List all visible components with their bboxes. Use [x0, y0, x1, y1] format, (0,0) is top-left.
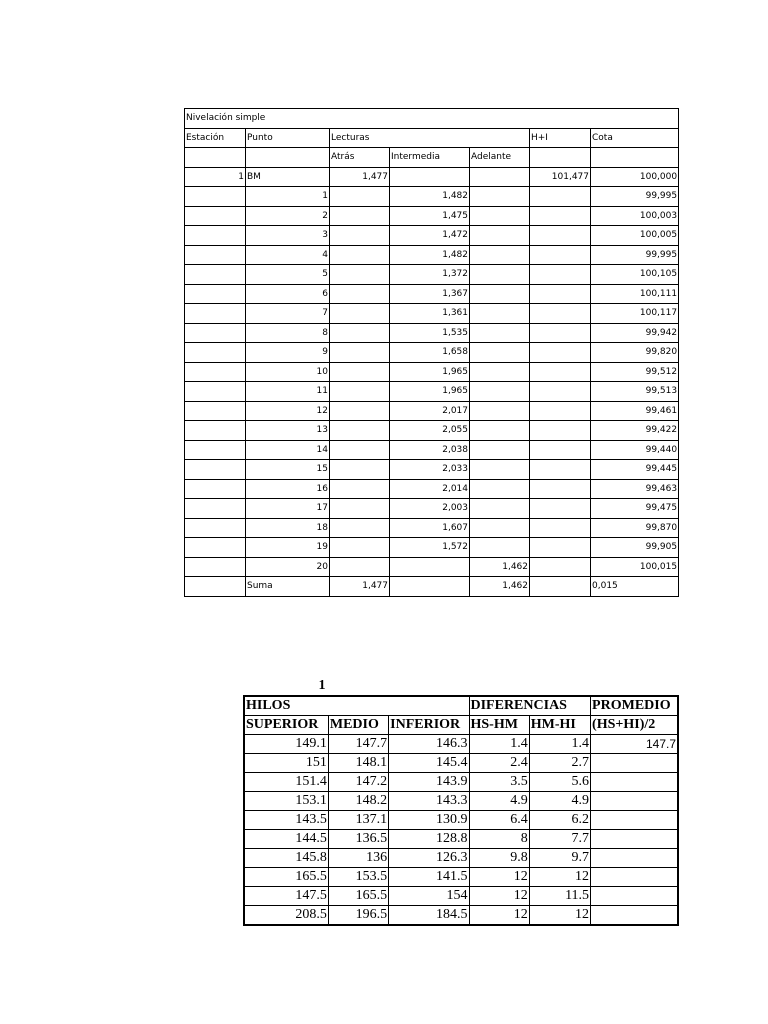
cell-medio: 196.5 — [328, 906, 388, 926]
cell-average — [591, 811, 678, 830]
cell-hs-hm: 2.4 — [469, 754, 529, 773]
cell-intermediate: 1,965 — [390, 362, 470, 382]
cell-inferior: 145.4 — [389, 754, 469, 773]
cell-intermediate: 1,361 — [390, 304, 470, 324]
cell-back — [330, 421, 390, 441]
cell-back — [330, 538, 390, 558]
cell-intermediate: 1,658 — [390, 343, 470, 363]
cell-medio: 147.2 — [328, 773, 388, 792]
cell-back — [330, 265, 390, 285]
cell-back — [330, 187, 390, 207]
cell-superior: 165.5 — [244, 868, 328, 887]
cell-medio: 136.5 — [328, 830, 388, 849]
cell-forward — [470, 479, 530, 499]
cell-back — [330, 518, 390, 538]
cell-superior: 149.1 — [244, 735, 328, 754]
cell-back — [330, 362, 390, 382]
cell-back — [330, 206, 390, 226]
stadia-table — [243, 695, 679, 926]
subheader-blank — [246, 148, 330, 168]
cell-hm-hi: 11.5 — [529, 887, 590, 906]
cell-point: 2 — [246, 206, 330, 226]
cell-elevation: 99,905 — [591, 538, 679, 558]
leveling-row — [185, 401, 679, 421]
cell-intermediate: 1,475 — [390, 206, 470, 226]
header-station: Estación — [185, 128, 246, 148]
cell-intermediate: 1,965 — [390, 382, 470, 402]
cell-back — [330, 557, 390, 577]
cell-medio: 137.1 — [328, 811, 388, 830]
cell-hs-hm: 3.5 — [469, 773, 529, 792]
leveling-row — [185, 187, 679, 207]
cell-hm-hi: 7.7 — [529, 830, 590, 849]
cell-hi — [530, 187, 591, 207]
cell-medio: 148.1 — [328, 754, 388, 773]
cell-station — [185, 401, 246, 421]
sum-label: Suma — [246, 577, 330, 597]
leveling-row — [185, 265, 679, 285]
cell-point: 19 — [246, 538, 330, 558]
cell-point: 9 — [246, 343, 330, 363]
cell-point: 17 — [246, 499, 330, 519]
cell-point: 16 — [246, 479, 330, 499]
cell-blank — [390, 577, 470, 597]
cell-average — [591, 773, 678, 792]
cell-station — [185, 265, 246, 285]
leveling-table — [184, 108, 679, 597]
cell-point: 4 — [246, 245, 330, 265]
cell-medio: 136 — [328, 849, 388, 868]
stadia-row — [244, 792, 678, 811]
cell-forward — [470, 518, 530, 538]
cell-point: 11 — [246, 382, 330, 402]
cell-intermediate — [390, 167, 470, 187]
header-avg-formula: (HS+HI)/2 — [591, 716, 678, 735]
cell-station — [185, 557, 246, 577]
cell-station: 1 — [185, 167, 246, 187]
cell-superior: 143.5 — [244, 811, 328, 830]
cell-intermediate: 1,482 — [390, 187, 470, 207]
cell-back: 1,477 — [330, 167, 390, 187]
cell-hi — [530, 362, 591, 382]
leveling-row — [185, 304, 679, 324]
stadia-subheader-row — [244, 716, 678, 735]
cell-hi — [530, 382, 591, 402]
cell-point: 5 — [246, 265, 330, 285]
cell-elevation: 100,117 — [591, 304, 679, 324]
cell-back — [330, 479, 390, 499]
cell-point: 1 — [246, 187, 330, 207]
cell-forward — [470, 499, 530, 519]
cell-back — [330, 343, 390, 363]
cell-medio: 165.5 — [328, 887, 388, 906]
cell-superior: 145.8 — [244, 849, 328, 868]
leveling-row — [185, 518, 679, 538]
cell-superior: 153.1 — [244, 792, 328, 811]
cell-station — [185, 538, 246, 558]
cell-hi — [530, 460, 591, 480]
header-medio: MEDIO — [328, 716, 388, 735]
cell-forward — [470, 284, 530, 304]
cell-hi — [530, 518, 591, 538]
stadia-table-label: 1 — [318, 678, 326, 693]
header-superior: SUPERIOR — [244, 716, 328, 735]
header-hm-hi: HM-HI — [529, 716, 590, 735]
cell-station — [185, 440, 246, 460]
cell-hi — [530, 479, 591, 499]
leveling-row — [185, 440, 679, 460]
header-hilos: HILOS — [244, 696, 469, 716]
cell-inferior: 126.3 — [389, 849, 469, 868]
cell-point: 18 — [246, 518, 330, 538]
cell-intermediate: 1,472 — [390, 226, 470, 246]
cell-intermediate: 1,372 — [390, 265, 470, 285]
header-hi: H+I — [530, 128, 591, 148]
header-back: Atrás — [330, 148, 390, 168]
stadia-row — [244, 811, 678, 830]
cell-hi: 101,477 — [530, 167, 591, 187]
cell-station — [185, 518, 246, 538]
cell-point: 7 — [246, 304, 330, 324]
subheader-blank — [185, 148, 246, 168]
leveling-sum-row — [185, 577, 679, 597]
stadia-row — [244, 754, 678, 773]
cell-medio: 153.5 — [328, 868, 388, 887]
leveling-row — [185, 538, 679, 558]
cell-inferior: 184.5 — [389, 906, 469, 926]
cell-hs-hm: 1.4 — [469, 735, 529, 754]
leveling-row — [185, 499, 679, 519]
cell-hi — [530, 421, 591, 441]
cell-hm-hi: 2.7 — [529, 754, 590, 773]
stadia-header-row — [244, 696, 678, 716]
subheader-blank — [530, 148, 591, 168]
cell-hi — [530, 499, 591, 519]
cell-average — [591, 830, 678, 849]
cell-hi — [530, 284, 591, 304]
leveling-subheader-row — [185, 148, 679, 168]
header-elevation: Cota — [591, 128, 679, 148]
cell-station — [185, 323, 246, 343]
cell-station — [185, 362, 246, 382]
cell-hi — [530, 343, 591, 363]
stadia-row — [244, 849, 678, 868]
cell-back — [330, 499, 390, 519]
leveling-title: Nivelación simple — [185, 109, 679, 129]
cell-elevation: 100,111 — [591, 284, 679, 304]
cell-forward — [470, 265, 530, 285]
leveling-title-row — [185, 109, 679, 129]
header-point: Punto — [246, 128, 330, 148]
cell-elevation: 100,015 — [591, 557, 679, 577]
cell-elevation: 100,003 — [591, 206, 679, 226]
leveling-row — [185, 167, 679, 187]
cell-elevation: 99,513 — [591, 382, 679, 402]
cell-inferior: 154 — [389, 887, 469, 906]
cell-point: 14 — [246, 440, 330, 460]
cell-hs-hm: 9.8 — [469, 849, 529, 868]
header-intermediate: Intermedia — [390, 148, 470, 168]
cell-point: 8 — [246, 323, 330, 343]
cell-average — [591, 849, 678, 868]
cell-back — [330, 323, 390, 343]
cell-back — [330, 401, 390, 421]
cell-elevation: 99,995 — [591, 245, 679, 265]
cell-station — [185, 304, 246, 324]
cell-intermediate: 1,607 — [390, 518, 470, 538]
cell-forward — [470, 460, 530, 480]
sum-elevation: 0,015 — [591, 577, 679, 597]
cell-intermediate: 2,055 — [390, 421, 470, 441]
cell-forward — [470, 245, 530, 265]
cell-superior: 144.5 — [244, 830, 328, 849]
stadia-row — [244, 868, 678, 887]
leveling-row — [185, 382, 679, 402]
cell-forward — [470, 167, 530, 187]
cell-forward — [470, 538, 530, 558]
cell-forward — [470, 382, 530, 402]
cell-hs-hm: 4.9 — [469, 792, 529, 811]
cell-blank — [530, 577, 591, 597]
sum-forward: 1,462 — [470, 577, 530, 597]
cell-elevation: 99,995 — [591, 187, 679, 207]
cell-station — [185, 382, 246, 402]
cell-station — [185, 206, 246, 226]
cell-average — [591, 887, 678, 906]
cell-superior: 151 — [244, 754, 328, 773]
cell-hi — [530, 538, 591, 558]
cell-hm-hi: 1.4 — [529, 735, 590, 754]
cell-hs-hm: 12 — [469, 868, 529, 887]
cell-station — [185, 245, 246, 265]
cell-superior: 151.4 — [244, 773, 328, 792]
cell-point: 3 — [246, 226, 330, 246]
cell-intermediate: 2,014 — [390, 479, 470, 499]
cell-forward — [470, 343, 530, 363]
cell-elevation: 99,475 — [591, 499, 679, 519]
cell-hm-hi: 12 — [529, 906, 590, 926]
header-inferior: INFERIOR — [389, 716, 469, 735]
cell-hm-hi: 12 — [529, 868, 590, 887]
cell-point: 10 — [246, 362, 330, 382]
cell-intermediate: 1,367 — [390, 284, 470, 304]
cell-average — [591, 754, 678, 773]
cell-station — [185, 226, 246, 246]
cell-intermediate — [390, 557, 470, 577]
cell-inferior: 130.9 — [389, 811, 469, 830]
cell-average — [591, 906, 678, 926]
cell-intermediate: 2,017 — [390, 401, 470, 421]
cell-elevation: 99,463 — [591, 479, 679, 499]
cell-inferior: 128.8 — [389, 830, 469, 849]
leveling-row — [185, 343, 679, 363]
cell-back — [330, 226, 390, 246]
cell-hm-hi: 6.2 — [529, 811, 590, 830]
cell-point: 20 — [246, 557, 330, 577]
stadia-row — [244, 830, 678, 849]
subheader-blank — [591, 148, 679, 168]
cell-average — [591, 868, 678, 887]
leveling-row — [185, 362, 679, 382]
header-promedio: PROMEDIO — [591, 696, 678, 716]
cell-medio: 148.2 — [328, 792, 388, 811]
cell-station — [185, 187, 246, 207]
cell-point: 6 — [246, 284, 330, 304]
cell-blank — [185, 577, 246, 597]
cell-hm-hi: 4.9 — [529, 792, 590, 811]
cell-inferior: 146.3 — [389, 735, 469, 754]
cell-point: 12 — [246, 401, 330, 421]
sum-back: 1,477 — [330, 577, 390, 597]
cell-station — [185, 499, 246, 519]
cell-elevation: 100,105 — [591, 265, 679, 285]
cell-back — [330, 460, 390, 480]
leveling-row — [185, 421, 679, 441]
cell-intermediate: 1,572 — [390, 538, 470, 558]
cell-forward — [470, 304, 530, 324]
cell-forward — [470, 440, 530, 460]
cell-hs-hm: 6.4 — [469, 811, 529, 830]
cell-hm-hi: 9.7 — [529, 849, 590, 868]
leveling-row — [185, 479, 679, 499]
cell-forward — [470, 362, 530, 382]
cell-hi — [530, 265, 591, 285]
stadia-row — [244, 887, 678, 906]
cell-elevation: 99,461 — [591, 401, 679, 421]
cell-hs-hm: 12 — [469, 906, 529, 926]
stadia-row — [244, 773, 678, 792]
cell-station — [185, 460, 246, 480]
leveling-row — [185, 323, 679, 343]
cell-average — [591, 792, 678, 811]
header-diferencias: DIFERENCIAS — [469, 696, 591, 716]
leveling-row — [185, 460, 679, 480]
header-hs-hm: HS-HM — [469, 716, 529, 735]
cell-hi — [530, 226, 591, 246]
header-forward: Adelante — [470, 148, 530, 168]
cell-intermediate: 2,038 — [390, 440, 470, 460]
cell-inferior: 143.3 — [389, 792, 469, 811]
cell-forward — [470, 226, 530, 246]
cell-elevation: 100,005 — [591, 226, 679, 246]
cell-superior: 208.5 — [244, 906, 328, 926]
cell-hi — [530, 206, 591, 226]
cell-forward — [470, 421, 530, 441]
cell-superior: 147.5 — [244, 887, 328, 906]
cell-intermediate: 2,033 — [390, 460, 470, 480]
cell-forward — [470, 206, 530, 226]
stadia-row — [244, 906, 678, 926]
leveling-row — [185, 557, 679, 577]
cell-forward: 1,462 — [470, 557, 530, 577]
cell-station — [185, 421, 246, 441]
cell-hm-hi: 5.6 — [529, 773, 590, 792]
cell-average: 147.7 — [591, 735, 678, 754]
cell-station — [185, 343, 246, 363]
cell-hi — [530, 323, 591, 343]
cell-hi — [530, 557, 591, 577]
cell-elevation: 99,942 — [591, 323, 679, 343]
cell-back — [330, 440, 390, 460]
cell-intermediate: 2,003 — [390, 499, 470, 519]
cell-forward — [470, 323, 530, 343]
cell-hs-hm: 8 — [469, 830, 529, 849]
cell-elevation: 99,445 — [591, 460, 679, 480]
leveling-row — [185, 226, 679, 246]
cell-elevation: 99,440 — [591, 440, 679, 460]
leveling-row — [185, 284, 679, 304]
cell-inferior: 141.5 — [389, 868, 469, 887]
cell-intermediate: 1,535 — [390, 323, 470, 343]
cell-intermediate: 1,482 — [390, 245, 470, 265]
cell-elevation: 99,422 — [591, 421, 679, 441]
cell-elevation: 99,820 — [591, 343, 679, 363]
cell-elevation: 100,000 — [591, 167, 679, 187]
leveling-row — [185, 245, 679, 265]
cell-elevation: 99,870 — [591, 518, 679, 538]
header-readings: Lecturas — [330, 128, 530, 148]
cell-inferior: 143.9 — [389, 773, 469, 792]
stadia-row — [244, 735, 678, 754]
cell-forward — [470, 401, 530, 421]
cell-forward — [470, 187, 530, 207]
cell-back — [330, 284, 390, 304]
cell-point: 13 — [246, 421, 330, 441]
cell-hi — [530, 245, 591, 265]
leveling-row — [185, 206, 679, 226]
cell-hi — [530, 401, 591, 421]
cell-back — [330, 245, 390, 265]
leveling-header-row — [185, 128, 679, 148]
cell-point: BM — [246, 167, 330, 187]
cell-elevation: 99,512 — [591, 362, 679, 382]
cell-hi — [530, 304, 591, 324]
cell-point: 15 — [246, 460, 330, 480]
cell-medio: 147.7 — [328, 735, 388, 754]
cell-hi — [530, 440, 591, 460]
cell-station — [185, 284, 246, 304]
cell-back — [330, 382, 390, 402]
cell-back — [330, 304, 390, 324]
cell-hs-hm: 12 — [469, 887, 529, 906]
cell-station — [185, 479, 246, 499]
